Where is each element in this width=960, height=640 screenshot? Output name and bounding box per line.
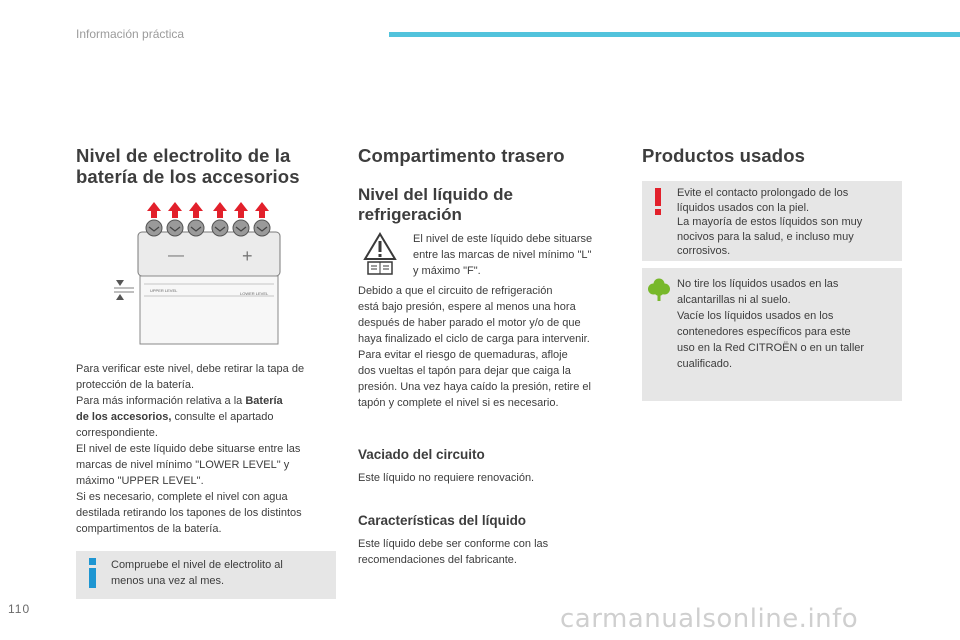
- battery-title-line2: batería de los accesorios: [76, 166, 300, 187]
- text-line: máximo "UPPER LEVEL".: [76, 475, 204, 487]
- rear-compartment-title: Compartimento trasero: [358, 145, 565, 166]
- coolant-level-title: [358, 185, 513, 225]
- text-line: La mayoría de estos líquidos son muy: [677, 216, 863, 228]
- eco-note-text: [677, 276, 899, 372]
- watermark: carmanualsonline.info: [560, 604, 859, 634]
- coolant-title-line1: Nivel del líquido de: [358, 185, 513, 204]
- circuit-drain-text: Este líquido no requiere renovación.: [358, 472, 535, 484]
- circuit-drain-title: Vaciado del circuito: [358, 447, 485, 462]
- arrow-icon: [234, 202, 248, 218]
- text-line: contenedores específicos para este: [677, 326, 851, 338]
- text-line: uso en la Red CITROËN o en un taller: [677, 342, 865, 354]
- running-header: Información práctica: [76, 27, 185, 41]
- arrow-icon: [189, 202, 203, 218]
- coolant-title-line2: refrigeración: [358, 205, 462, 224]
- text-line: alcantarillas ni al suelo.: [677, 294, 791, 306]
- text-line: está bajo presión, espere al menos una hora: [358, 301, 576, 313]
- tree-eco-icon: [648, 278, 670, 302]
- header-accent-bar: [389, 32, 960, 37]
- text-line: Para verificar este nivel, debe retirar la tapa de: [76, 363, 305, 375]
- battery-reference: Batería: [245, 395, 283, 407]
- text-line: Si es necesario, complete el nivel con agua: [76, 491, 288, 503]
- text-span: consulte el apartado: [171, 411, 274, 423]
- text-line: Para evitar el riesgo de quemaduras, afloje: [358, 349, 568, 361]
- text-span: Para más información relativa a la: [76, 395, 246, 407]
- text-line: Este líquido debe ser conforme con las: [358, 538, 549, 550]
- text-line: [76, 409, 338, 425]
- info-note-text: [111, 558, 331, 589]
- fill-arrows: [147, 202, 269, 218]
- battery-instructions: [76, 361, 338, 537]
- warning-exclamation-icon: [653, 187, 663, 217]
- minus-terminal-label: —: [168, 247, 184, 264]
- eco-note-box: [642, 268, 902, 401]
- text-line: entre las marcas de nivel mínimo "L": [413, 249, 592, 261]
- used-products-title: Productos usados: [642, 145, 805, 166]
- warning-note-text: [677, 186, 897, 259]
- fluid-specs-text: [358, 536, 618, 568]
- battery-title-line1: Nivel de electrolito de la: [76, 145, 291, 166]
- text-line: haya finalizado el ciclo de carga para intervenir.: [358, 333, 590, 345]
- lower-level-mark: LOWER LEVEL: [240, 291, 269, 296]
- arrow-icon: [213, 202, 227, 218]
- level-indicator-icon: [114, 280, 134, 300]
- text-line: dos vueltas el tapón para dejar que caiga la: [358, 365, 571, 377]
- coolant-instructions: [358, 283, 628, 411]
- text-line: nocivos para la salud, e incluso muy: [677, 230, 854, 243]
- battery-illustration: [110, 196, 300, 346]
- battery-section-title: [76, 145, 300, 187]
- info-icon: [86, 557, 100, 591]
- text-line: líquidos usados con la piel.: [677, 201, 810, 214]
- info-note-box: [76, 551, 336, 599]
- text-line: recomendaciones del fabricante.: [358, 554, 517, 566]
- fluid-specs-title: Características del líquido: [358, 513, 527, 528]
- plus-terminal-label: +: [242, 246, 253, 266]
- text-line: corrosivos.: [677, 245, 731, 257]
- text-line: El nivel de este líquido debe situarse entre las: [76, 443, 301, 455]
- text-line: Evite el contacto prolongado de los: [677, 187, 849, 199]
- text-line: [76, 393, 338, 409]
- text-line: tapón y complete el nivel si es necesario.: [358, 397, 559, 409]
- arrow-icon: [255, 202, 269, 218]
- text-line: Vacíe los líquidos usados en los: [677, 310, 834, 322]
- text-line: protección de la batería.: [76, 379, 195, 391]
- arrow-icon: [168, 202, 182, 218]
- text-line: El nivel de este líquido debe situarse: [413, 233, 593, 245]
- text-line: Debido a que el circuito de refrigeración: [358, 285, 553, 297]
- text-line: Compruebe el nivel de electrolito al: [111, 559, 283, 571]
- warning-manual-icon: [363, 232, 397, 276]
- warning-note-box: [642, 181, 902, 261]
- text-line: correspondiente.: [76, 427, 158, 439]
- text-line: y máximo "F".: [413, 265, 481, 277]
- text-line: compartimentos de la batería.: [76, 523, 222, 535]
- text-line: después de haber parado el motor y/o de que: [358, 317, 581, 329]
- accessories-reference: de los accesorios,: [76, 411, 172, 423]
- text-line: destilada retirando los tapones de los distintos: [76, 507, 302, 519]
- text-line: marcas de nivel mínimo "LOWER LEVEL" y: [76, 459, 290, 471]
- text-line: menos una vez al mes.: [111, 574, 225, 587]
- text-line: presión. Una vez haya caído la presión, retire el: [358, 381, 591, 393]
- coolant-level-note: [413, 231, 623, 279]
- arrow-icon: [147, 202, 161, 218]
- page-number: 110: [8, 602, 31, 616]
- text-line: No tire los líquidos usados en las: [677, 278, 839, 290]
- text-line: cualificado.: [677, 358, 733, 370]
- upper-level-mark: UPPER LEVEL: [150, 288, 178, 293]
